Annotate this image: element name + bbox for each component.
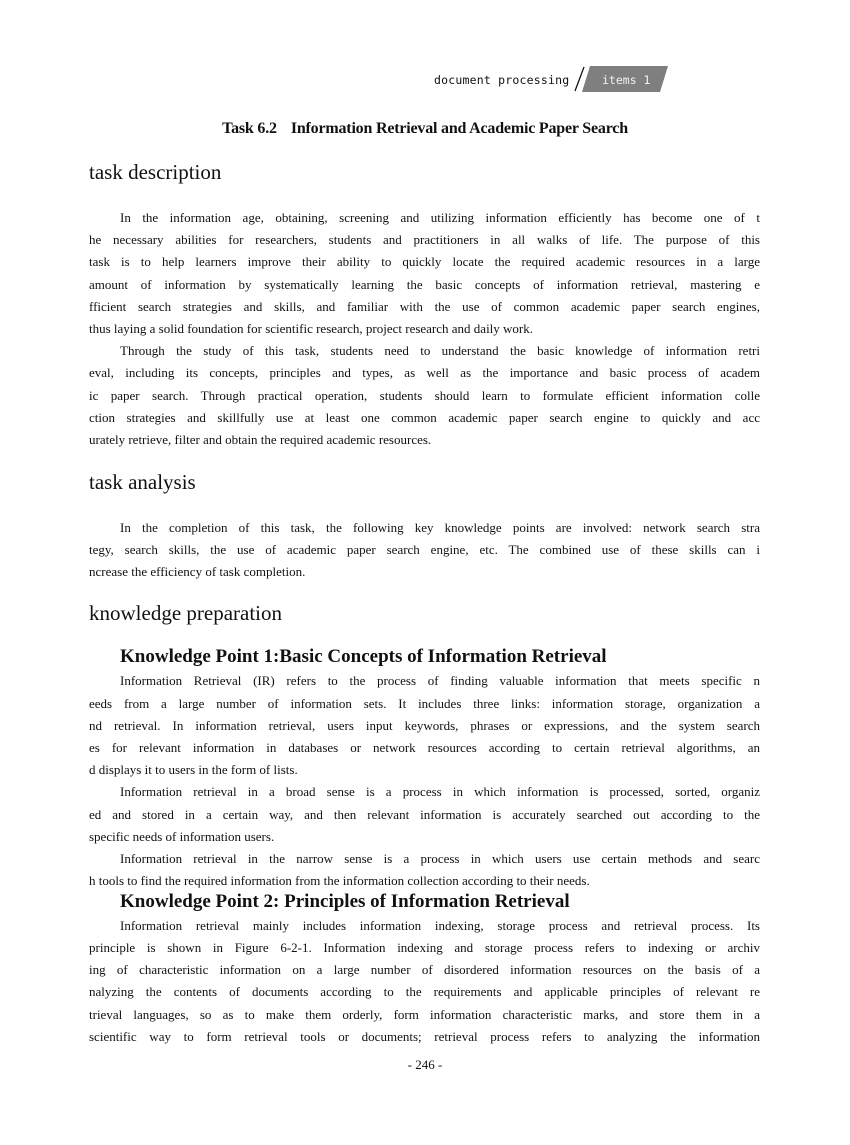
task-title xyxy=(0,120,850,138)
task-title-text: Information Retrieval and Academic Paper Search xyxy=(290,120,628,137)
paragraph-line: In the completion of this task, the following key knowledge points are involved: network search stra xyxy=(120,520,760,535)
task-number: Task 6.2 xyxy=(222,120,277,137)
paragraph-line: ing of characteristic information on a large number of disordered information resources on the basis of a xyxy=(89,962,760,977)
header-tab xyxy=(582,66,668,92)
paragraph-line: eval, including its concepts, principles and types, as well as the importance and basic process of academ xyxy=(89,365,760,380)
knowledge-point-2-heading: Knowledge Point 2: Principles of Information Retrieval xyxy=(120,891,570,912)
paragraph-line: ction strategies and skillfully use at least one common academic paper search engine to quickly and acc xyxy=(89,410,760,425)
paragraph-line: eeds from a large number of information sets. It includes three links: information storage, organization a xyxy=(89,696,760,711)
paragraph-line: specific needs of information users. xyxy=(89,829,275,844)
section-heading-task-description: task description xyxy=(89,160,222,184)
knowledge-point-1-heading: Knowledge Point 1:Basic Concepts of Information Retrieval xyxy=(120,646,607,667)
paragraph-line: h tools to find the required information from the information collection according to their needs. xyxy=(89,873,590,888)
section-heading-task-analysis: task analysis xyxy=(89,470,196,494)
paragraph-line: task is to help learners improve their ability to quickly locate the required academic resources in a large xyxy=(89,254,760,269)
page-number: - 246 - xyxy=(407,1057,443,1072)
paragraph-line: nalyzing the contents of documents according to the requirements and applicable principles of relevant re xyxy=(89,984,760,999)
paragraph-line: he necessary abilities for researchers, students and practitioners in all walks of life. The purpose of this xyxy=(89,232,760,247)
paragraph-line: d displays it to users in the form of lists. xyxy=(89,762,298,777)
paragraph-line: scientific way to form retrieval tools or documents; retrieval process refers to analyzing the information xyxy=(89,1029,760,1044)
paragraph-line: es for relevant information in databases or network resources according to certain retrieval algorithms, an xyxy=(89,740,760,755)
paragraph-line: Information retrieval in a broad sense is a process in which information is processed, sorted, organiz xyxy=(120,784,760,799)
paragraph-line: Through the study of this task, students need to understand the basic knowledge of information retri xyxy=(120,343,760,358)
paragraph-line: tegy, search skills, the use of academic paper search engine, etc. The combined use of these skills can i xyxy=(89,542,760,557)
paragraph-line: nd retrieval. In information retrieval, users input keywords, phrases or expressions, and the system search xyxy=(89,718,760,733)
section-heading-knowledge-preparation: knowledge preparation xyxy=(89,601,283,625)
paragraph-line: Information retrieval mainly includes information indexing, storage process and retrieval process. Its xyxy=(120,918,760,933)
paragraph-line: urately retrieve, filter and obtain the required academic resources. xyxy=(89,432,432,447)
paragraph-line: fficient search strategies and skills, and familiar with the use of common academic paper search engines, xyxy=(89,299,760,314)
header-tab-label: items 1 xyxy=(602,73,651,87)
paragraph-line: thus laying a solid foundation for scientific research, project research and daily work. xyxy=(89,321,534,336)
paragraph-line: ncrease the efficiency of task completion. xyxy=(89,564,306,579)
header-section-label: document processing xyxy=(434,73,570,87)
paragraph-line: amount of information by systematically learning the basic concepts of information retrieval, mastering e xyxy=(89,277,760,292)
paragraph-line: Information Retrieval (IR) refers to the process of finding valuable information that meets specific n xyxy=(120,673,760,688)
paragraph-line: ed and stored in a certain way, and then relevant information is accurately searched out according to the xyxy=(89,807,760,822)
paragraph-line: ic paper search. Through practical operation, students should learn to formulate efficient information colle xyxy=(89,388,760,403)
paragraph-line: principle is shown in Figure 6-2-1. Information indexing and storage process refers to indexing or archiv xyxy=(89,940,760,955)
paragraph-line: In the information age, obtaining, screening and utilizing information efficiently has become one of t xyxy=(120,210,760,225)
paragraph-line: trieval languages, so as to make them orderly, form information characteristic marks, and store them in a xyxy=(89,1007,760,1022)
paragraph-line: Information retrieval in the narrow sense is a process in which users use certain methods and searc xyxy=(120,851,760,866)
